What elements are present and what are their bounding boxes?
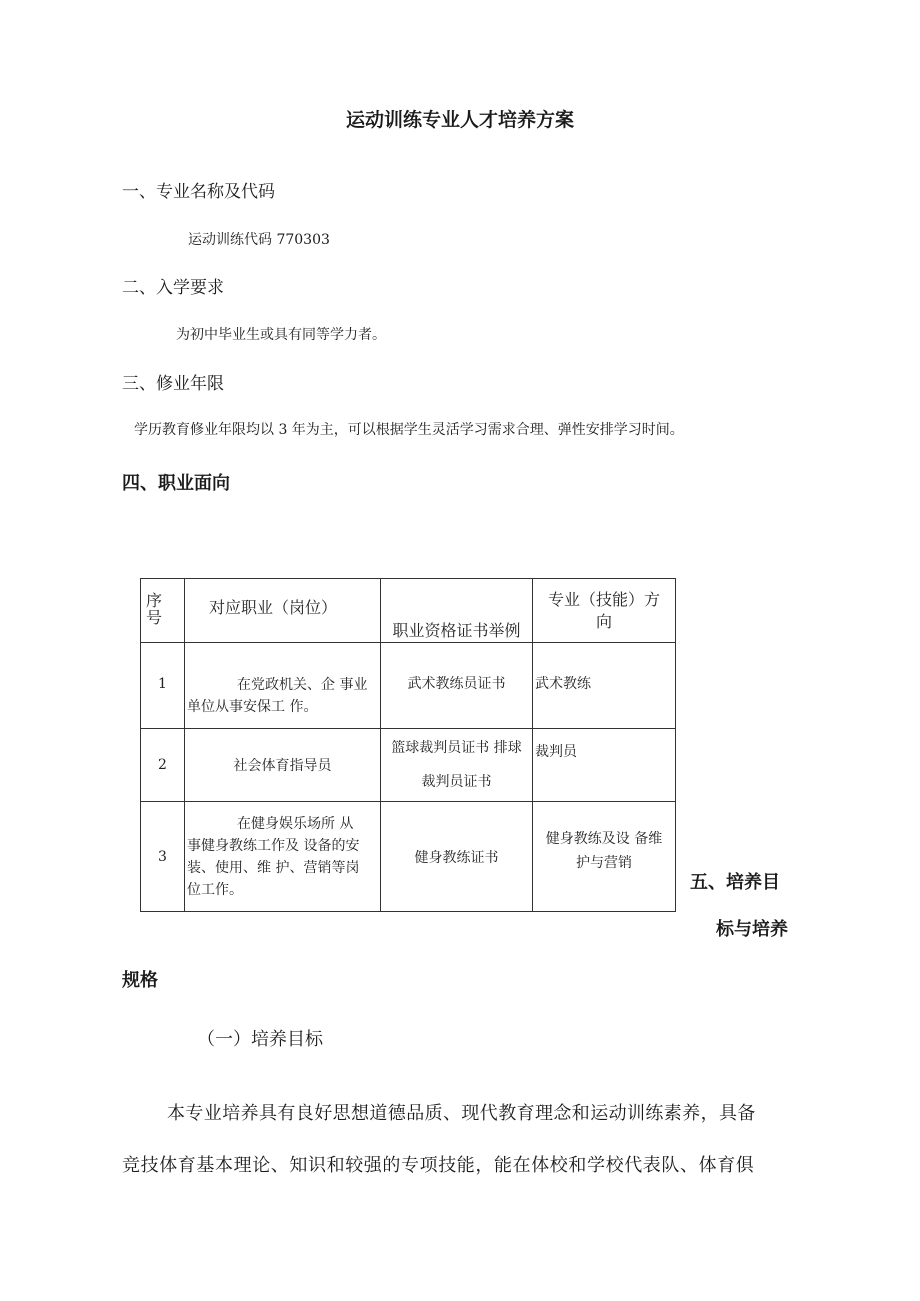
section-5-heading-part3: 规格 xyxy=(122,970,158,991)
table-header-row xyxy=(141,579,676,643)
row-1-job-line1: 在党政机关、企 事业 xyxy=(237,676,368,693)
row-3-job-line4: 位工作。 xyxy=(187,881,243,898)
row-1-job xyxy=(185,643,381,729)
row-3-dir-line2: 护与营销 xyxy=(576,854,632,871)
table-row xyxy=(141,729,676,802)
section-5-paragraph-line1: 本专业培养具有良好思想道德品质、现代教育理念和运动训练素养，具备 xyxy=(167,1103,756,1124)
row-3-job-line1: 在健身娱乐场所 从 xyxy=(237,815,354,832)
header-dir-line2: 向 xyxy=(595,611,612,631)
row-3-no: 3 xyxy=(141,802,185,912)
row-3-dir-line1: 健身教练及设 备维 xyxy=(545,830,663,847)
section-3-heading: 三、修业年限 xyxy=(122,374,224,394)
table-row xyxy=(141,643,676,729)
section-4-heading: 四、职业面向 xyxy=(122,473,230,494)
header-no-line1: 序 xyxy=(146,591,163,610)
row-1-direction: 武术教练 xyxy=(533,643,676,729)
row-3-job-line2: 事健身教练工作及 设备的安 xyxy=(187,837,360,854)
header-no xyxy=(141,579,185,643)
row-3-cert: 健身教练证书 xyxy=(381,802,533,912)
header-no-line2: 号 xyxy=(146,608,163,627)
header-direction xyxy=(533,579,676,643)
section-2-heading: 二、入学要求 xyxy=(122,278,224,298)
row-3-direction xyxy=(533,802,676,912)
row-2-cert-line2: 裁判员证书 xyxy=(421,774,492,790)
career-table xyxy=(140,578,676,912)
row-1-cert: 武术教练员证书 xyxy=(381,643,533,729)
section-2-text: 为初中毕业生或具有同等学力者。 xyxy=(176,327,386,343)
section-1-text: 运动训练代码 770303 xyxy=(188,232,330,248)
section-1-heading: 一、专业名称及代码 xyxy=(122,182,275,202)
row-3-job xyxy=(185,802,381,912)
section-5-paragraph-line2: 竞技体育基本理论、知识和较强的专项技能，能在体校和学校代表队、体育俱 xyxy=(122,1155,755,1176)
row-2-cert xyxy=(381,729,533,802)
section-5-subheading: （一）培养目标 xyxy=(197,1029,323,1050)
row-3-job-line3: 装、使用、维 护、营销等岗 xyxy=(187,859,360,876)
row-2-direction: 裁判员 xyxy=(533,729,676,802)
table-row xyxy=(141,802,676,912)
section-3-text: 学历教育修业年限均以 3 年为主，可以根据学生灵活学习需求合理、弹性安排学习时间。 xyxy=(134,422,684,438)
section-5-heading-part2: 标与培养 xyxy=(716,919,788,940)
row-1-no: 1 xyxy=(141,643,185,729)
row-2-no: 2 xyxy=(141,729,185,802)
header-job: 对应职业（岗位） xyxy=(185,579,381,643)
section-5-heading-part1: 五、培养目 xyxy=(690,872,780,893)
header-cert: 职业资格证书举例 xyxy=(381,579,533,643)
document-title: 运动训练专业人才培养方案 xyxy=(345,109,574,131)
row-1-job-line2: 单位从事安保工 作。 xyxy=(187,698,318,715)
row-2-cert-line1: 篮球裁判员证书 排球 xyxy=(391,740,522,756)
header-dir-line1: 专业（技能）方 xyxy=(547,589,660,609)
row-2-job: 社会体育指导员 xyxy=(185,729,381,802)
